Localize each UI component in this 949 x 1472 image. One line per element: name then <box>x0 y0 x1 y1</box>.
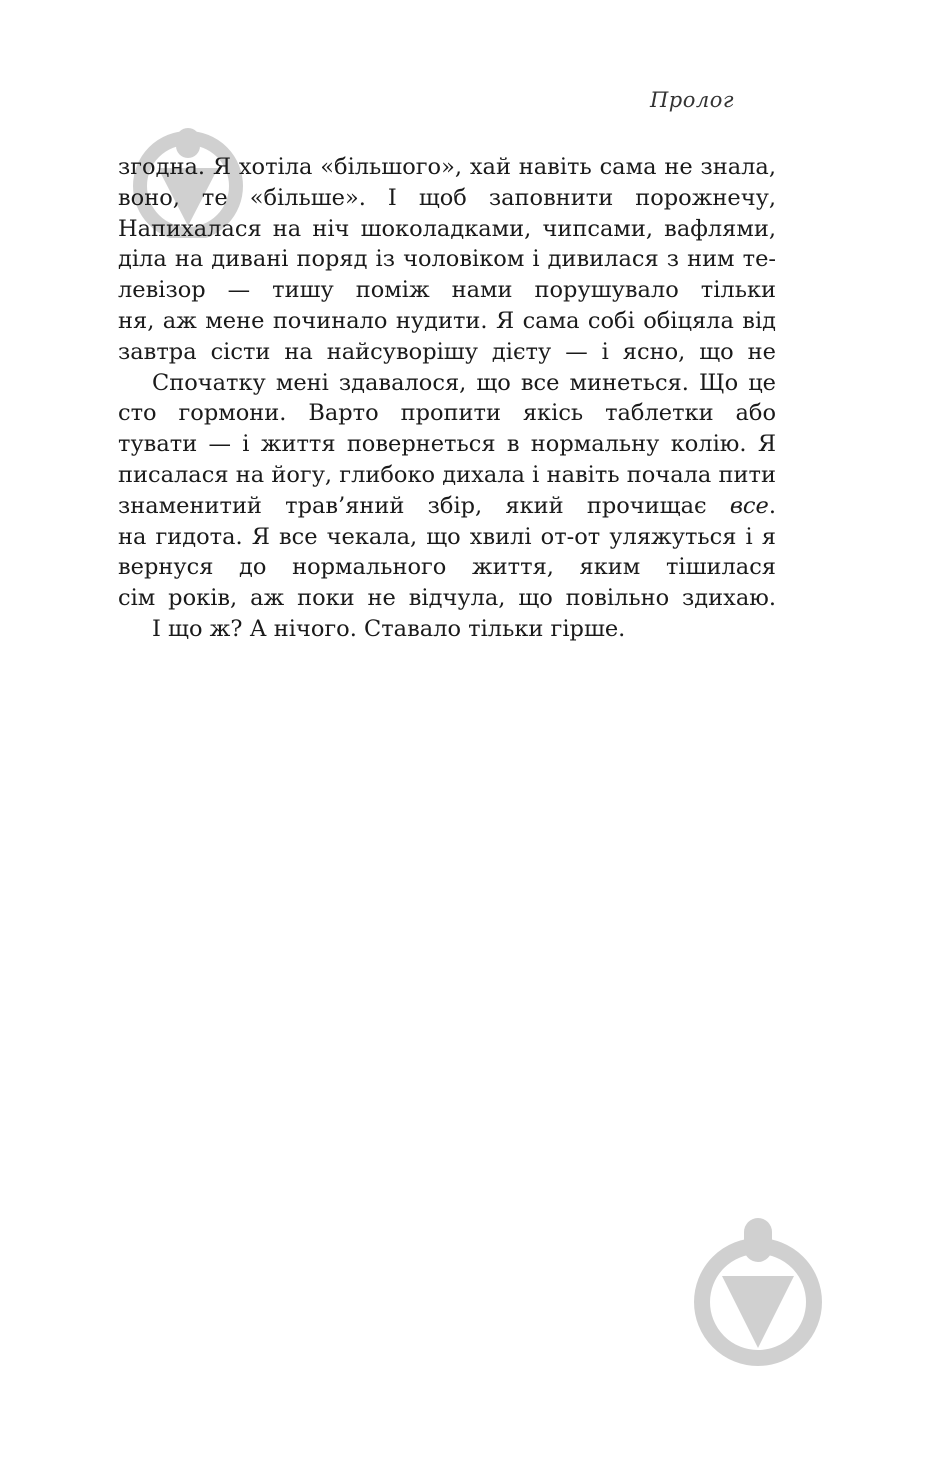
text-line-with-emphasis <box>118 491 776 522</box>
emphasis-word: все <box>729 492 769 519</box>
text-line: І що ж? А нічого. Ставало тільки гірше. <box>152 615 626 642</box>
text-line: тувати — і життя повернеться в нормальну колію. Я <box>118 431 776 458</box>
running-head-title: Пролог <box>649 88 734 112</box>
text-line: вернуся до нормального життя, яким тішилася <box>118 554 776 581</box>
text-line: ня, аж мене починало нудити. Я сама собі обіцяла від <box>118 307 776 334</box>
text-line: на гидота. Я все чекала, що хвилі от-от уляжуться і я <box>118 523 776 550</box>
publisher-watermark-logo-icon <box>688 1218 828 1368</box>
text-line: завтра сісти на найсуворішу дієту — і ясно, що не <box>118 338 776 365</box>
text-line: Напихалася на ніч шоколадками, чипсами, вафлями, <box>118 215 776 242</box>
text-fragment: знаменитий трав’яний збір, який прочищає <box>118 492 730 519</box>
body-text <box>118 152 776 645</box>
text-line: Спочатку мені здавалося, що все минеться. Що це <box>152 369 776 396</box>
text-line: писалася на йогу, глибоко дихала і навіть почала пити <box>118 461 776 488</box>
text-line: воно, те «більше». І щоб заповнити порожнечу, <box>118 184 776 211</box>
text-line: левізор — тишу поміж нами порушувало тільки <box>118 277 776 304</box>
text-fragment: . <box>768 492 776 519</box>
text-line: сто гормони. Варто пропити якісь таблетки або <box>118 400 776 427</box>
text-line: сім років, аж поки не відчула, що повільно здихаю. <box>118 585 776 612</box>
text-line: діла на дивані поряд із чоловіком і дивилася з ним те- <box>118 246 776 273</box>
text-line: згодна. Я хотіла «більшого», хай навіть сама не знала, <box>118 154 776 180</box>
